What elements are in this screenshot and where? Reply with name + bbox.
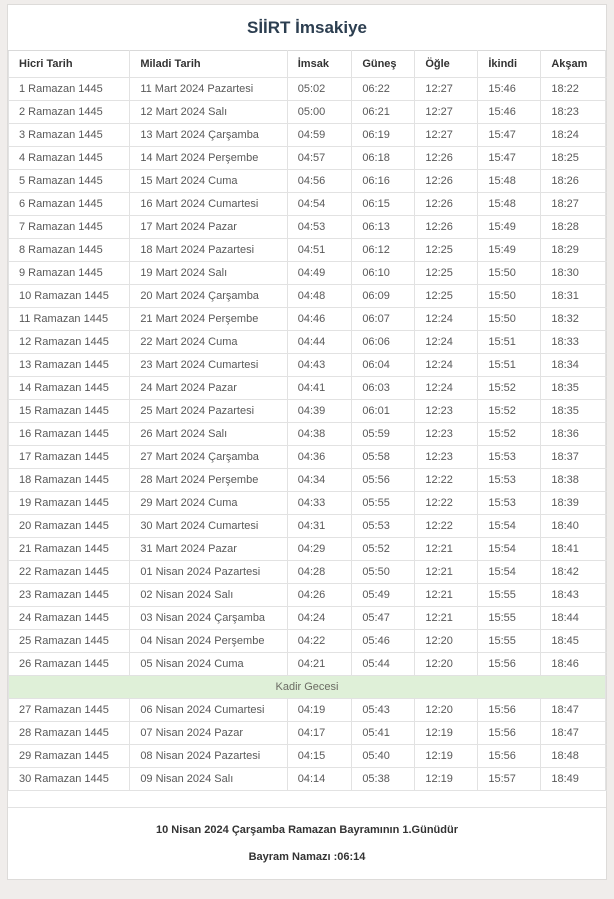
cell-hicri: 12 Ramazan 1445 bbox=[9, 331, 130, 354]
cell-imsak: 04:17 bbox=[287, 722, 352, 745]
cell-ikindi: 15:55 bbox=[478, 584, 541, 607]
cell-ogle: 12:22 bbox=[415, 515, 478, 538]
cell-ogle: 12:20 bbox=[415, 653, 478, 676]
cell-imsak: 04:56 bbox=[287, 170, 352, 193]
cell-gunes: 05:43 bbox=[352, 699, 415, 722]
cell-imsak: 04:15 bbox=[287, 745, 352, 768]
cell-aksam: 18:32 bbox=[541, 308, 606, 331]
cell-aksam: 18:37 bbox=[541, 446, 606, 469]
cell-ogle: 12:26 bbox=[415, 216, 478, 239]
cell-imsak: 04:43 bbox=[287, 354, 352, 377]
spacer-row bbox=[9, 791, 606, 808]
cell-gunes: 05:40 bbox=[352, 745, 415, 768]
cell-aksam: 18:35 bbox=[541, 377, 606, 400]
cell-imsak: 04:26 bbox=[287, 584, 352, 607]
table-row bbox=[9, 492, 606, 515]
cell-imsak: 05:00 bbox=[287, 101, 352, 124]
cell-ikindi: 15:46 bbox=[478, 101, 541, 124]
cell-hicri: 8 Ramazan 1445 bbox=[9, 239, 130, 262]
table-body bbox=[9, 78, 606, 791]
table-row bbox=[9, 538, 606, 561]
cell-miladi: 30 Mart 2024 Cumartesi bbox=[130, 515, 287, 538]
cell-hicri: 5 Ramazan 1445 bbox=[9, 170, 130, 193]
cell-ogle: 12:20 bbox=[415, 699, 478, 722]
cell-aksam: 18:48 bbox=[541, 745, 606, 768]
table-row bbox=[9, 630, 606, 653]
cell-gunes: 06:22 bbox=[352, 78, 415, 101]
cell-hicri: 4 Ramazan 1445 bbox=[9, 147, 130, 170]
cell-miladi: 02 Nisan 2024 Salı bbox=[130, 584, 287, 607]
cell-ogle: 12:25 bbox=[415, 239, 478, 262]
cell-miladi: 19 Mart 2024 Salı bbox=[130, 262, 287, 285]
cell-imsak: 04:19 bbox=[287, 699, 352, 722]
cell-ikindi: 15:55 bbox=[478, 630, 541, 653]
cell-miladi: 15 Mart 2024 Cuma bbox=[130, 170, 287, 193]
cell-aksam: 18:47 bbox=[541, 699, 606, 722]
cell-gunes: 05:56 bbox=[352, 469, 415, 492]
cell-hicri: 21 Ramazan 1445 bbox=[9, 538, 130, 561]
cell-gunes: 06:10 bbox=[352, 262, 415, 285]
cell-imsak: 04:34 bbox=[287, 469, 352, 492]
cell-ogle: 12:19 bbox=[415, 745, 478, 768]
column-header-miladi: Miladi Tarih bbox=[130, 51, 287, 78]
cell-imsak: 04:33 bbox=[287, 492, 352, 515]
table-row bbox=[9, 377, 606, 400]
cell-hicri: 25 Ramazan 1445 bbox=[9, 630, 130, 653]
cell-ogle: 12:20 bbox=[415, 630, 478, 653]
table-row bbox=[9, 331, 606, 354]
cell-gunes: 05:47 bbox=[352, 607, 415, 630]
cell-ogle: 12:25 bbox=[415, 285, 478, 308]
imsakiye-card bbox=[7, 4, 607, 880]
table-row bbox=[9, 78, 606, 101]
cell-imsak: 04:28 bbox=[287, 561, 352, 584]
cell-ogle: 12:23 bbox=[415, 446, 478, 469]
cell-imsak: 04:59 bbox=[287, 124, 352, 147]
cell-gunes: 06:12 bbox=[352, 239, 415, 262]
table-row bbox=[9, 101, 606, 124]
cell-aksam: 18:25 bbox=[541, 147, 606, 170]
table-head bbox=[9, 51, 606, 78]
cell-ikindi: 15:54 bbox=[478, 561, 541, 584]
cell-gunes: 06:06 bbox=[352, 331, 415, 354]
cell-imsak: 04:41 bbox=[287, 377, 352, 400]
cell-ogle: 12:22 bbox=[415, 492, 478, 515]
cell-aksam: 18:46 bbox=[541, 653, 606, 676]
footer-note bbox=[8, 808, 606, 879]
cell-ikindi: 15:52 bbox=[478, 400, 541, 423]
cell-hicri: 20 Ramazan 1445 bbox=[9, 515, 130, 538]
cell-hicri: 19 Ramazan 1445 bbox=[9, 492, 130, 515]
cell-ikindi: 15:46 bbox=[478, 78, 541, 101]
table-spacer bbox=[9, 791, 606, 808]
cell-imsak: 04:49 bbox=[287, 262, 352, 285]
special-night-label: Kadir Gecesi bbox=[9, 676, 606, 699]
cell-gunes: 06:07 bbox=[352, 308, 415, 331]
column-header-imsak: İmsak bbox=[287, 51, 352, 78]
cell-hicri: 11 Ramazan 1445 bbox=[9, 308, 130, 331]
cell-ikindi: 15:49 bbox=[478, 216, 541, 239]
cell-gunes: 05:53 bbox=[352, 515, 415, 538]
cell-aksam: 18:24 bbox=[541, 124, 606, 147]
cell-gunes: 05:38 bbox=[352, 768, 415, 791]
table-row bbox=[9, 262, 606, 285]
cell-hicri: 23 Ramazan 1445 bbox=[9, 584, 130, 607]
column-header-ogle: Öğle bbox=[415, 51, 478, 78]
table-row bbox=[9, 308, 606, 331]
cell-miladi: 06 Nisan 2024 Cumartesi bbox=[130, 699, 287, 722]
cell-miladi: 21 Mart 2024 Perşembe bbox=[130, 308, 287, 331]
cell-ogle: 12:23 bbox=[415, 423, 478, 446]
cell-gunes: 05:50 bbox=[352, 561, 415, 584]
cell-ogle: 12:22 bbox=[415, 469, 478, 492]
cell-imsak: 04:38 bbox=[287, 423, 352, 446]
table-row bbox=[9, 446, 606, 469]
cell-ogle: 12:21 bbox=[415, 584, 478, 607]
cell-ikindi: 15:54 bbox=[478, 515, 541, 538]
table-row bbox=[9, 653, 606, 676]
cell-miladi: 18 Mart 2024 Pazartesi bbox=[130, 239, 287, 262]
cell-aksam: 18:39 bbox=[541, 492, 606, 515]
cell-gunes: 06:15 bbox=[352, 193, 415, 216]
cell-imsak: 04:24 bbox=[287, 607, 352, 630]
table-row bbox=[9, 584, 606, 607]
cell-aksam: 18:34 bbox=[541, 354, 606, 377]
cell-ikindi: 15:56 bbox=[478, 653, 541, 676]
cell-miladi: 11 Mart 2024 Pazartesi bbox=[130, 78, 287, 101]
cell-hicri: 17 Ramazan 1445 bbox=[9, 446, 130, 469]
cell-miladi: 24 Mart 2024 Pazar bbox=[130, 377, 287, 400]
cell-miladi: 05 Nisan 2024 Cuma bbox=[130, 653, 287, 676]
table-row bbox=[9, 124, 606, 147]
cell-aksam: 18:44 bbox=[541, 607, 606, 630]
table-row bbox=[9, 699, 606, 722]
cell-gunes: 05:59 bbox=[352, 423, 415, 446]
table-row bbox=[9, 423, 606, 446]
cell-aksam: 18:49 bbox=[541, 768, 606, 791]
cell-hicri: 13 Ramazan 1445 bbox=[9, 354, 130, 377]
cell-hicri: 24 Ramazan 1445 bbox=[9, 607, 130, 630]
cell-aksam: 18:23 bbox=[541, 101, 606, 124]
cell-ogle: 12:27 bbox=[415, 101, 478, 124]
table-row bbox=[9, 285, 606, 308]
cell-imsak: 04:22 bbox=[287, 630, 352, 653]
cell-ikindi: 15:52 bbox=[478, 377, 541, 400]
cell-gunes: 05:46 bbox=[352, 630, 415, 653]
cell-miladi: 13 Mart 2024 Çarşamba bbox=[130, 124, 287, 147]
cell-gunes: 05:58 bbox=[352, 446, 415, 469]
cell-aksam: 18:26 bbox=[541, 170, 606, 193]
cell-aksam: 18:27 bbox=[541, 193, 606, 216]
cell-hicri: 7 Ramazan 1445 bbox=[9, 216, 130, 239]
cell-hicri: 15 Ramazan 1445 bbox=[9, 400, 130, 423]
cell-hicri: 10 Ramazan 1445 bbox=[9, 285, 130, 308]
cell-gunes: 06:18 bbox=[352, 147, 415, 170]
cell-ikindi: 15:52 bbox=[478, 423, 541, 446]
cell-hicri: 30 Ramazan 1445 bbox=[9, 768, 130, 791]
cell-miladi: 12 Mart 2024 Salı bbox=[130, 101, 287, 124]
table-row bbox=[9, 170, 606, 193]
cell-ogle: 12:19 bbox=[415, 768, 478, 791]
cell-ogle: 12:24 bbox=[415, 331, 478, 354]
cell-gunes: 06:21 bbox=[352, 101, 415, 124]
cell-imsak: 04:44 bbox=[287, 331, 352, 354]
cell-aksam: 18:29 bbox=[541, 239, 606, 262]
cell-aksam: 18:42 bbox=[541, 561, 606, 584]
cell-imsak: 04:14 bbox=[287, 768, 352, 791]
cell-aksam: 18:40 bbox=[541, 515, 606, 538]
cell-imsak: 04:48 bbox=[287, 285, 352, 308]
cell-hicri: 18 Ramazan 1445 bbox=[9, 469, 130, 492]
cell-ogle: 12:19 bbox=[415, 722, 478, 745]
cell-imsak: 04:31 bbox=[287, 515, 352, 538]
cell-hicri: 16 Ramazan 1445 bbox=[9, 423, 130, 446]
cell-miladi: 27 Mart 2024 Çarşamba bbox=[130, 446, 287, 469]
cell-gunes: 06:13 bbox=[352, 216, 415, 239]
table-row bbox=[9, 216, 606, 239]
page-title: SİİRT İmsakiye bbox=[246, 18, 367, 37]
cell-hicri: 26 Ramazan 1445 bbox=[9, 653, 130, 676]
cell-aksam: 18:45 bbox=[541, 630, 606, 653]
cell-imsak: 04:53 bbox=[287, 216, 352, 239]
table-row bbox=[9, 400, 606, 423]
cell-hicri: 29 Ramazan 1445 bbox=[9, 745, 130, 768]
cell-aksam: 18:28 bbox=[541, 216, 606, 239]
column-header-hicri: Hicri Tarih bbox=[9, 51, 130, 78]
cell-aksam: 18:43 bbox=[541, 584, 606, 607]
cell-imsak: 05:02 bbox=[287, 78, 352, 101]
cell-miladi: 17 Mart 2024 Pazar bbox=[130, 216, 287, 239]
cell-ogle: 12:23 bbox=[415, 400, 478, 423]
cell-miladi: 09 Nisan 2024 Salı bbox=[130, 768, 287, 791]
cell-gunes: 06:04 bbox=[352, 354, 415, 377]
cell-hicri: 1 Ramazan 1445 bbox=[9, 78, 130, 101]
cell-imsak: 04:36 bbox=[287, 446, 352, 469]
cell-hicri: 27 Ramazan 1445 bbox=[9, 699, 130, 722]
cell-imsak: 04:46 bbox=[287, 308, 352, 331]
cell-hicri: 9 Ramazan 1445 bbox=[9, 262, 130, 285]
cell-ogle: 12:27 bbox=[415, 124, 478, 147]
cell-ogle: 12:21 bbox=[415, 538, 478, 561]
column-header-ikindi: İkindi bbox=[478, 51, 541, 78]
cell-miladi: 16 Mart 2024 Cumartesi bbox=[130, 193, 287, 216]
cell-miladi: 31 Mart 2024 Pazar bbox=[130, 538, 287, 561]
cell-ogle: 12:25 bbox=[415, 262, 478, 285]
table-row bbox=[9, 469, 606, 492]
cell-aksam: 18:36 bbox=[541, 423, 606, 446]
cell-gunes: 06:09 bbox=[352, 285, 415, 308]
cell-ikindi: 15:50 bbox=[478, 308, 541, 331]
cell-imsak: 04:21 bbox=[287, 653, 352, 676]
cell-imsak: 04:29 bbox=[287, 538, 352, 561]
cell-gunes: 06:03 bbox=[352, 377, 415, 400]
cell-ogle: 12:27 bbox=[415, 78, 478, 101]
cell-miladi: 07 Nisan 2024 Pazar bbox=[130, 722, 287, 745]
cell-miladi: 01 Nisan 2024 Pazartesi bbox=[130, 561, 287, 584]
cell-aksam: 18:41 bbox=[541, 538, 606, 561]
cell-miladi: 20 Mart 2024 Çarşamba bbox=[130, 285, 287, 308]
cell-ikindi: 15:47 bbox=[478, 124, 541, 147]
cell-aksam: 18:22 bbox=[541, 78, 606, 101]
column-header-aksam: Akşam bbox=[541, 51, 606, 78]
cell-aksam: 18:31 bbox=[541, 285, 606, 308]
cell-gunes: 05:41 bbox=[352, 722, 415, 745]
table-row bbox=[9, 745, 606, 768]
cell-miladi: 08 Nisan 2024 Pazartesi bbox=[130, 745, 287, 768]
table-row bbox=[9, 193, 606, 216]
cell-gunes: 05:52 bbox=[352, 538, 415, 561]
table-row bbox=[9, 354, 606, 377]
cell-ogle: 12:24 bbox=[415, 377, 478, 400]
cell-aksam: 18:47 bbox=[541, 722, 606, 745]
cell-ogle: 12:24 bbox=[415, 354, 478, 377]
table-row bbox=[9, 768, 606, 791]
cell-hicri: 6 Ramazan 1445 bbox=[9, 193, 130, 216]
cell-ogle: 12:26 bbox=[415, 193, 478, 216]
bayram-prayer-time: Bayram Namazı :06:14 bbox=[248, 851, 366, 863]
cell-ikindi: 15:50 bbox=[478, 285, 541, 308]
cell-aksam: 18:38 bbox=[541, 469, 606, 492]
table-row bbox=[9, 515, 606, 538]
cell-miladi: 25 Mart 2024 Pazartesi bbox=[130, 400, 287, 423]
cell-imsak: 04:51 bbox=[287, 239, 352, 262]
cell-ikindi: 15:48 bbox=[478, 170, 541, 193]
cell-gunes: 05:44 bbox=[352, 653, 415, 676]
cell-ikindi: 15:53 bbox=[478, 469, 541, 492]
cell-miladi: 03 Nisan 2024 Çarşamba bbox=[130, 607, 287, 630]
cell-ikindi: 15:51 bbox=[478, 331, 541, 354]
cell-ogle: 12:21 bbox=[415, 607, 478, 630]
special-night-row bbox=[9, 676, 606, 699]
cell-miladi: 04 Nisan 2024 Perşembe bbox=[130, 630, 287, 653]
cell-ikindi: 15:53 bbox=[478, 492, 541, 515]
cell-ikindi: 15:51 bbox=[478, 354, 541, 377]
cell-ikindi: 15:57 bbox=[478, 768, 541, 791]
cell-ikindi: 15:56 bbox=[478, 722, 541, 745]
cell-hicri: 2 Ramazan 1445 bbox=[9, 101, 130, 124]
spacer-cell bbox=[9, 791, 606, 808]
cell-ikindi: 15:49 bbox=[478, 239, 541, 262]
cell-miladi: 14 Mart 2024 Perşembe bbox=[130, 147, 287, 170]
cell-miladi: 22 Mart 2024 Cuma bbox=[130, 331, 287, 354]
cell-ikindi: 15:47 bbox=[478, 147, 541, 170]
cell-ogle: 12:26 bbox=[415, 147, 478, 170]
cell-imsak: 04:54 bbox=[287, 193, 352, 216]
table-row bbox=[9, 147, 606, 170]
cell-gunes: 05:55 bbox=[352, 492, 415, 515]
cell-gunes: 06:16 bbox=[352, 170, 415, 193]
cell-imsak: 04:39 bbox=[287, 400, 352, 423]
cell-ogle: 12:26 bbox=[415, 170, 478, 193]
cell-ogle: 12:24 bbox=[415, 308, 478, 331]
cell-ikindi: 15:48 bbox=[478, 193, 541, 216]
cell-aksam: 18:33 bbox=[541, 331, 606, 354]
prayer-times-table bbox=[8, 50, 606, 808]
cell-hicri: 3 Ramazan 1445 bbox=[9, 124, 130, 147]
cell-hicri: 28 Ramazan 1445 bbox=[9, 722, 130, 745]
table-row bbox=[9, 607, 606, 630]
column-header-gunes: Güneş bbox=[352, 51, 415, 78]
cell-ikindi: 15:53 bbox=[478, 446, 541, 469]
cell-hicri: 14 Ramazan 1445 bbox=[9, 377, 130, 400]
cell-miladi: 29 Mart 2024 Cuma bbox=[130, 492, 287, 515]
cell-gunes: 05:49 bbox=[352, 584, 415, 607]
table-row bbox=[9, 239, 606, 262]
table-row bbox=[9, 722, 606, 745]
cell-gunes: 06:19 bbox=[352, 124, 415, 147]
cell-ikindi: 15:54 bbox=[478, 538, 541, 561]
table-row bbox=[9, 561, 606, 584]
cell-aksam: 18:30 bbox=[541, 262, 606, 285]
cell-ikindi: 15:56 bbox=[478, 745, 541, 768]
cell-miladi: 28 Mart 2024 Perşembe bbox=[130, 469, 287, 492]
cell-ikindi: 15:56 bbox=[478, 699, 541, 722]
cell-aksam: 18:35 bbox=[541, 400, 606, 423]
cell-miladi: 26 Mart 2024 Salı bbox=[130, 423, 287, 446]
cell-imsak: 04:57 bbox=[287, 147, 352, 170]
bayram-day-note: 10 Nisan 2024 Çarşamba Ramazan Bayramının 1.Günüdür bbox=[155, 824, 458, 836]
cell-ogle: 12:21 bbox=[415, 561, 478, 584]
cell-ikindi: 15:55 bbox=[478, 607, 541, 630]
cell-hicri: 22 Ramazan 1445 bbox=[9, 561, 130, 584]
cell-gunes: 06:01 bbox=[352, 400, 415, 423]
table-header-row bbox=[9, 51, 606, 78]
cell-miladi: 23 Mart 2024 Cumartesi bbox=[130, 354, 287, 377]
cell-ikindi: 15:50 bbox=[478, 262, 541, 285]
